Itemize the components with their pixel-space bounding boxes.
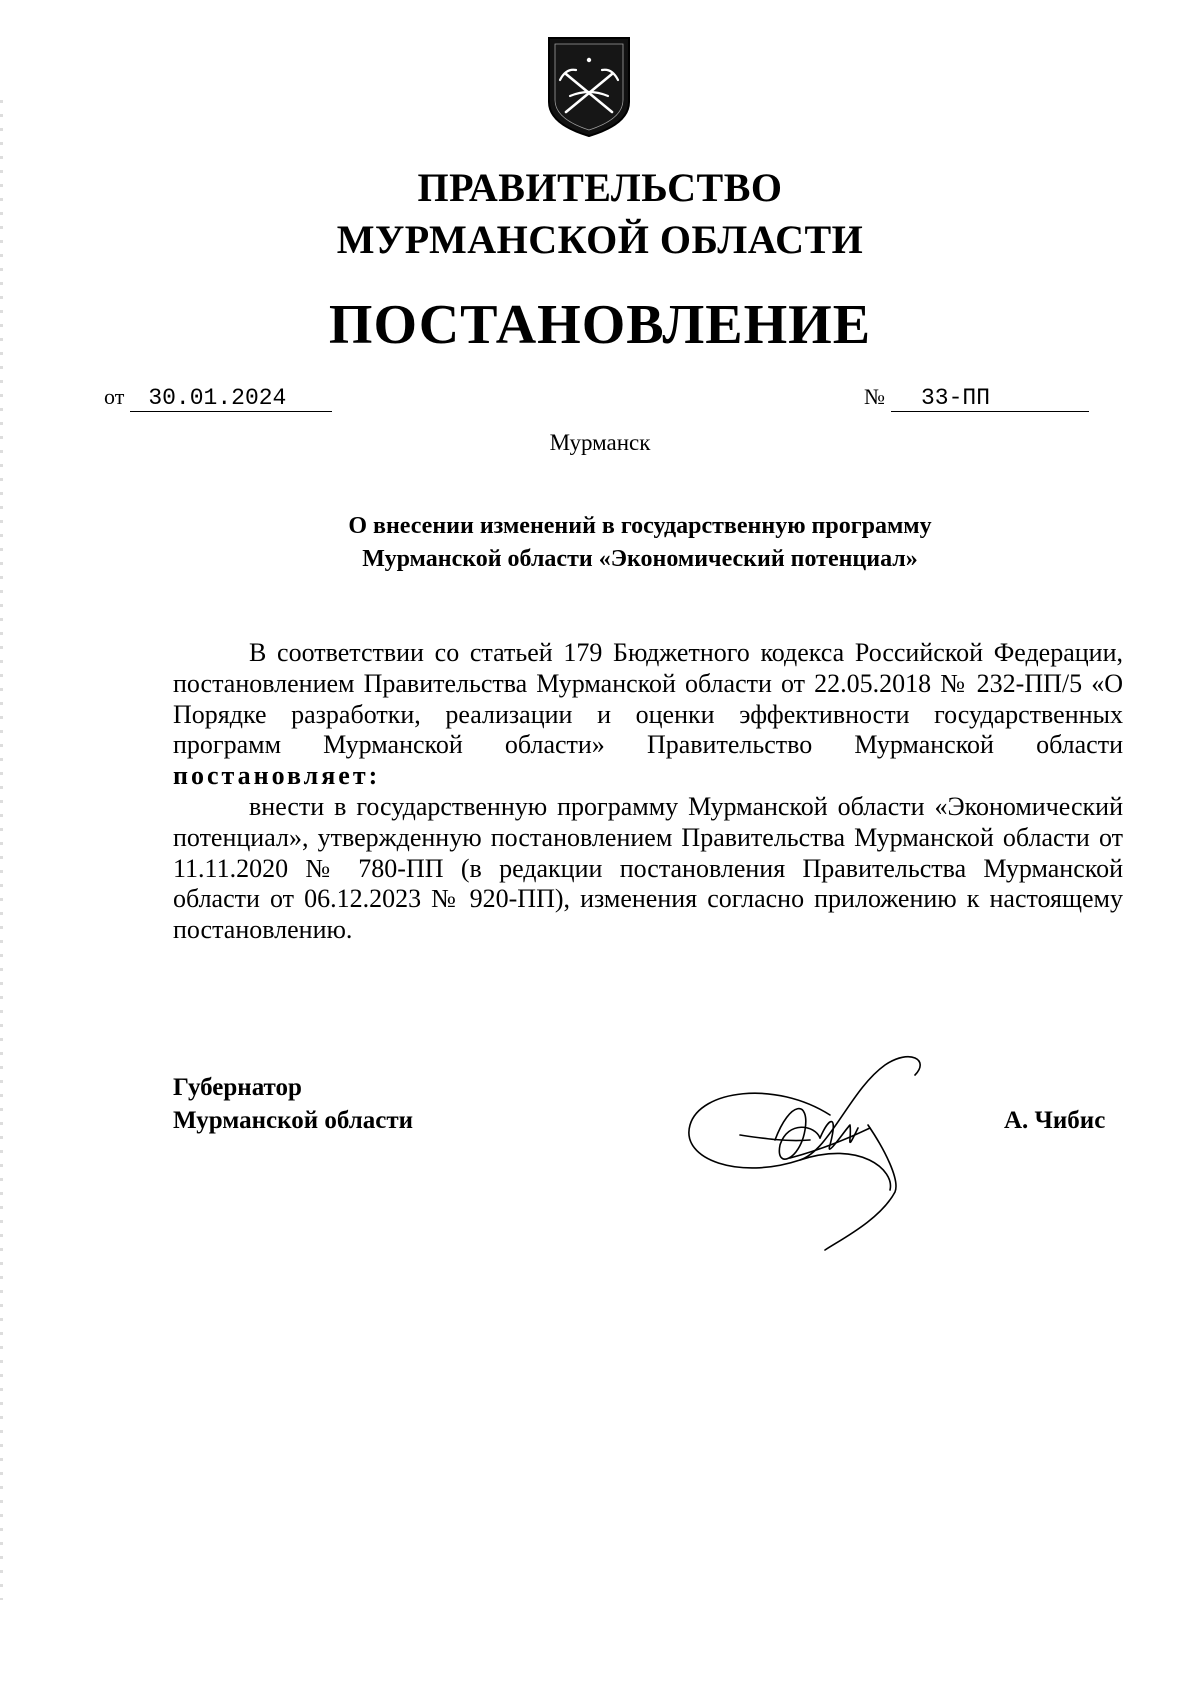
body-paragraph-1: [173, 638, 1123, 792]
document-body: [173, 638, 1123, 946]
handwritten-signature: [680, 1020, 980, 1270]
coat-of-arms-icon: [546, 34, 632, 138]
city-name: Мурманск: [549, 430, 651, 455]
document-subject: [170, 510, 1110, 576]
subject-line-1: О внесении изменений в государственную программу: [348, 513, 932, 539]
resolution-keyword: постановляет:: [173, 761, 381, 791]
organization-name: [0, 162, 1200, 266]
date-prefix: от: [104, 384, 125, 409]
body-paragraph-2: внести в государственную программу Мурманской области «Экономический потенциал», утвержденную постановлением Правительства Мурманской области от 11.11.2020 № 780-ПП (в редакции постановления Правительства Мурманской области от 06.12.2023 № 920-ПП), изменения согласно приложению к настоящему постановлению.: [173, 791, 1123, 945]
body-paragraph-1-text: В соответствии со статьей 179 Бюджетного кодекса Российской Федерации, постановлением Правительства Мурманской области от 22.05.2018 № 232-ПП/5 «О Порядке разработки, реализации и оценки эффективности государственных программ Мурманской области» Правительство Мурманской области: [173, 638, 1123, 760]
date-value: 30.01.2024: [130, 385, 332, 412]
number-field: [864, 382, 1089, 412]
org-line-2: МУРМАНСКОЙ ОБЛАСТИ: [336, 217, 864, 262]
signer-title-line-2: Мурманской области: [173, 1107, 414, 1134]
subject-line-2: Мурманской области «Экономический потенциал»: [362, 546, 918, 572]
signer-title: [173, 1071, 413, 1137]
number-value: 33-ПП: [891, 385, 1089, 412]
document-type-title: ПОСТАНОВЛЕНИЕ: [328, 294, 872, 356]
date-field: [104, 382, 332, 412]
number-prefix: №: [864, 384, 885, 409]
signer-name: А. Чибис: [1004, 1107, 1106, 1134]
org-line-1: ПРАВИТЕЛЬСТВО: [417, 165, 783, 210]
signer-title-line-1: Губернатор: [173, 1074, 302, 1101]
